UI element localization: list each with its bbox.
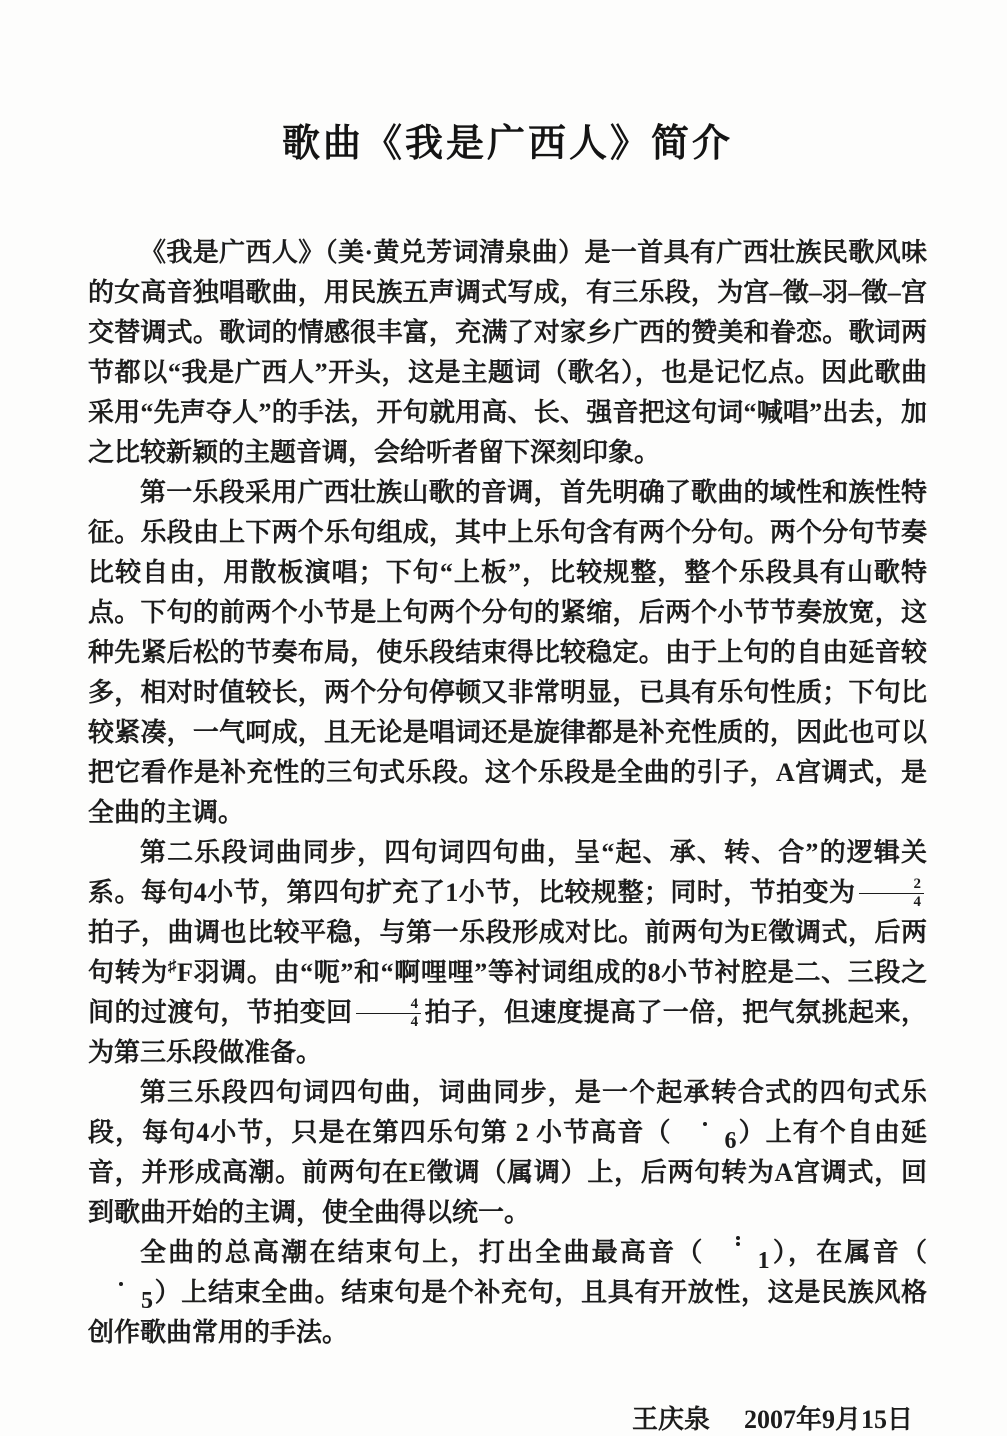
time-signature-fraction: $\frac{4}{4}$ — [356, 997, 422, 1030]
jianpu-note: 6 — [673, 1121, 737, 1153]
paragraph-1: 《我是广西人》（美·黄兑芳词清泉曲）是一首具有广西壮族民歌风味的女高音独唱歌曲，用民族五声调式写成，有三乐段，为宫–徵–羽–徵–宫交替调式。歌词的情感很丰富，充满了对家乡广西的赞美和眷恋。歌词两节都以“我是广西人”开头，这是主题词（歌名），也是记忆点。因此歌曲采用“先声夺人”的手法，开句就用高、长、强音把这句词“喊唱”出去，加之比较新颖的主题音调，会给听者留下深刻印象。 — [88, 238, 927, 467]
paragraph-2: 第一乐段采用广西壮族山歌的音调，首先明确了歌曲的域性和族性特征。乐段由上下两个乐句组成，其中上乐句含有两个分句。两个分句节奏比较自由，用散板演唱；下句“上板”，比较规整，整个乐段具有山歌特点。下句的前两个小节是上句两个分句的紧缩，后两个小节节奏放宽，这种先紧后松的节奏布局，使乐段结束得比较稳定。由于上句的自由延音较多，相对时值较长，两个分句停顿又非常明显，已具有乐句性质；下句比较紧凑，一气呵成，且无论是唱词还是旋律都是补充性质的，因此也可以把它看作是补充性的三句式乐段。这个乐段是全曲的引子，A宫调式，是全曲的主调。 — [88, 478, 927, 827]
jianpu-note: 5 — [89, 1281, 153, 1313]
document-body — [88, 233, 927, 1353]
time-signature-fraction: $\frac{2}{4}$ — [859, 877, 925, 910]
paragraph-5: 全曲的总高潮在结束句上，打出全曲最高音（ 1 ），在属音（ 5 ）上结束全曲。结束句是个补充句，且具有开放性，这是民族风格创作歌曲常用的手法。 — [88, 1233, 927, 1353]
sharp-key-name: ♯F — [167, 956, 193, 987]
document-title: 歌曲《我是广西人》简介 — [281, 123, 733, 165]
signature-line — [88, 1399, 927, 1436]
signature-date: 2007年9月15日 — [743, 1405, 913, 1434]
signature-author: 王庆泉 — [631, 1405, 710, 1434]
paragraph-3: 第二乐段词曲同步，四句词四句曲，呈“起、承、转、合”的逻辑关系。每句4小节，第四句扩充了1小节，比较规整；同时，节拍变为 $\frac{2}{4}$ 拍子，曲调也比较平稳，与第一乐段形成对比。前两句为E徵调式，后两句转为♯F羽调。由“呃”和“啊哩哩”等衬词组成的8小节衬腔是二、三段之间的过渡句，节拍变回 $\frac{4}{4}$ 拍子，但速度提高了一倍，把气氛挑起来，为第三乐段做准备。 — [88, 838, 927, 1067]
jianpu-note: 1 — [706, 1235, 770, 1273]
paragraph-4: 第三乐段四句词四句曲，词曲同步，是一个起承转合式的四句式乐段，每句4小节，只是在第四乐句第 2 小节高音（ 6 ）上有个自由延音，并形成高潮。前两句在E徵调（属调）上，后两句转为A宫调式，回到歌曲开始的主调，使全曲得以统一。 — [88, 1078, 927, 1227]
